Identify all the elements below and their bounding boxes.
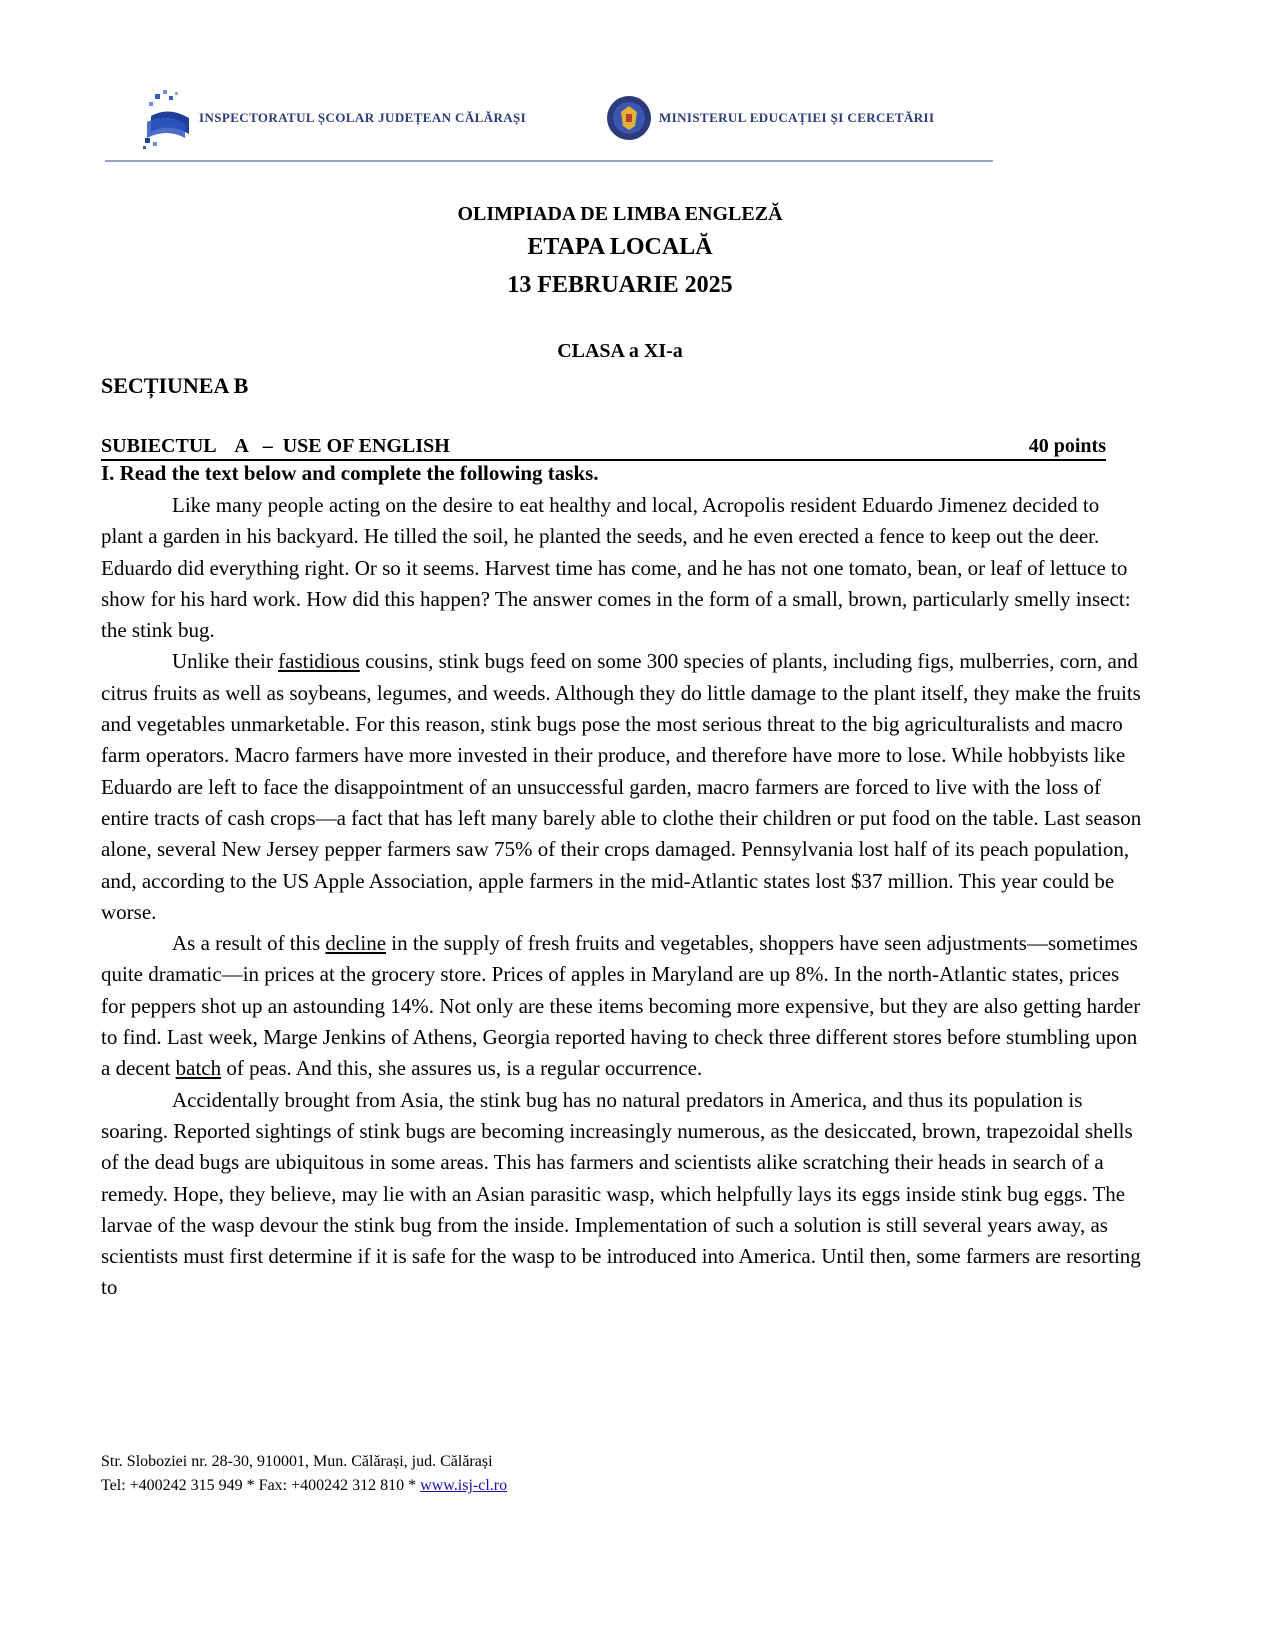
ministry-logo-text: MINISTERUL EDUCAȚIEI ȘI CERCETĂRII (659, 110, 935, 125)
olympiad-title: OLIMPIADA DE LIMBA ENGLEZĂ (457, 203, 783, 225)
underlined-word-batch: batch (175, 1056, 222, 1081)
task-instruction: I. Read the text below and complete the following tasks. (101, 461, 599, 485)
section-heading: SECȚIUNEA B (101, 373, 249, 398)
paragraph-2-text: Unlike their (172, 649, 279, 674)
header-divider (105, 160, 993, 162)
subject-heading (101, 433, 1106, 461)
paragraph-3-text-end: of peas. And this, she assures us, is a regular occurrence. (221, 1056, 703, 1081)
subject-title: SUBIECTUL A – USE OF ENGLISH (101, 435, 450, 457)
subject-points: 40 points (1028, 435, 1106, 457)
paragraph-2-text-cont: cousins, stink bugs feed on some 300 species of plants, including figs, mulberries, corn, and citrus fruits as well as soybeans, legumes, and weeds. Although they do little damage to the plant itself, they make the fruits and vegetables unmarketable. For this reason, stink bugs pose the most serious threat to the big agriculturalists and macro farm operators. Macro farmers have more invested in their produce, and therefore have more to lose. While hobbyists like Eduardo are left to face the disappointment of an unsuccessful garden, macro farmers are forced to live with the loss of entire tracts of cash crops—a fact that has left many barely able to clothe their children or put food on the table. Last season alone, several New Jersey pepper farmers saw 75% of their crops damaged. Pennsylvania lost half of its peach population, and, according to the US Apple Association, apple farmers in the mid-Atlantic states lost $37 million. This year could be worse. (101, 649, 1142, 924)
underlined-word-decline: decline (325, 931, 387, 956)
footer (101, 1450, 507, 1498)
stage-title: ETAPA LOCALĂ (527, 234, 713, 260)
ministry-seal-icon (605, 94, 653, 142)
underlined-word-fastidious: fastidious (278, 649, 360, 674)
exam-date: 13 FEBRUARIE 2025 (507, 272, 733, 298)
header-logos (105, 88, 995, 158)
isj-logo-text: INSPECTORATUL ȘCOLAR JUDEȚEAN CĂLĂRAȘI (199, 110, 527, 125)
footer-phone-fax: Tel: +400242 315 949 * Fax: +400242 312 810 * (101, 1477, 421, 1494)
class-label: CLASA a XI-a (557, 340, 683, 362)
paragraph-2 (101, 646, 1143, 928)
website-link[interactable]: www.isj-cl.ro (420, 1477, 508, 1494)
footer-address: Str. Sloboziei nr. 28-30, 910001, Mun. Călărași, jud. Călărași (101, 1453, 493, 1470)
paragraph-3-text-cont: in the supply of fresh fruits and vegetables, shoppers have seen adjustments—sometimes quite dramatic—in prices at the grocery store. Prices of apples in Maryland are up 8%. In the north-Atlantic states, prices for peppers shot up an astounding 14%. Not only are these items becoming more expensive, but they are also getting harder to find. Last week, Marge Jenkins of Athens, Georgia reported having to check three different stores before stumbling upon a decent (101, 931, 1141, 1081)
paragraph-3 (101, 928, 1143, 1084)
reading-passage (101, 490, 1143, 1304)
isj-calarasi-logo (141, 88, 541, 150)
paragraph-1: Like many people acting on the desire to eat healthy and local, Acropolis resident Eduardo Jimenez decided to plant a garden in his backyard. He tilled the soil, he planted the seeds, and he even erected a fence to keep out the deer. Eduardo did everything right. Or so it seems. Harvest time has come, and he has not one tomato, bean, or leaf of lettuce to show for his hard work. How did this happen? The answer comes in the form of a small, brown, particularly smelly insect: the stink bug. (101, 493, 1131, 643)
paragraph-3-text: As a result of this (172, 931, 326, 956)
footer-contact (101, 1474, 507, 1498)
paragraph-4: Accidentally brought from Asia, the stink bug has no natural predators in America, and thus its population is soaring. Reported sightings of stink bugs are becoming increasingly numerous, as the desiccated, brown, trapezoidal shells of the dead bugs are ubiquitous in some areas. This has farmers and scientists alike scratching their heads in search of a remedy. Hope, they believe, may lie with an Asian parasitic wasp, which helpfully lays its eggs inside stink bug eggs. The larvae of the wasp devour the stink bug from the inside. Implementation of such a solution is still several years away, as scientists must first determine if it is safe for the wasp to be introduced into America. Until then, some farmers are resorting to (101, 1087, 1141, 1300)
isj-book-icon (141, 88, 201, 150)
ministry-logo (601, 88, 981, 150)
